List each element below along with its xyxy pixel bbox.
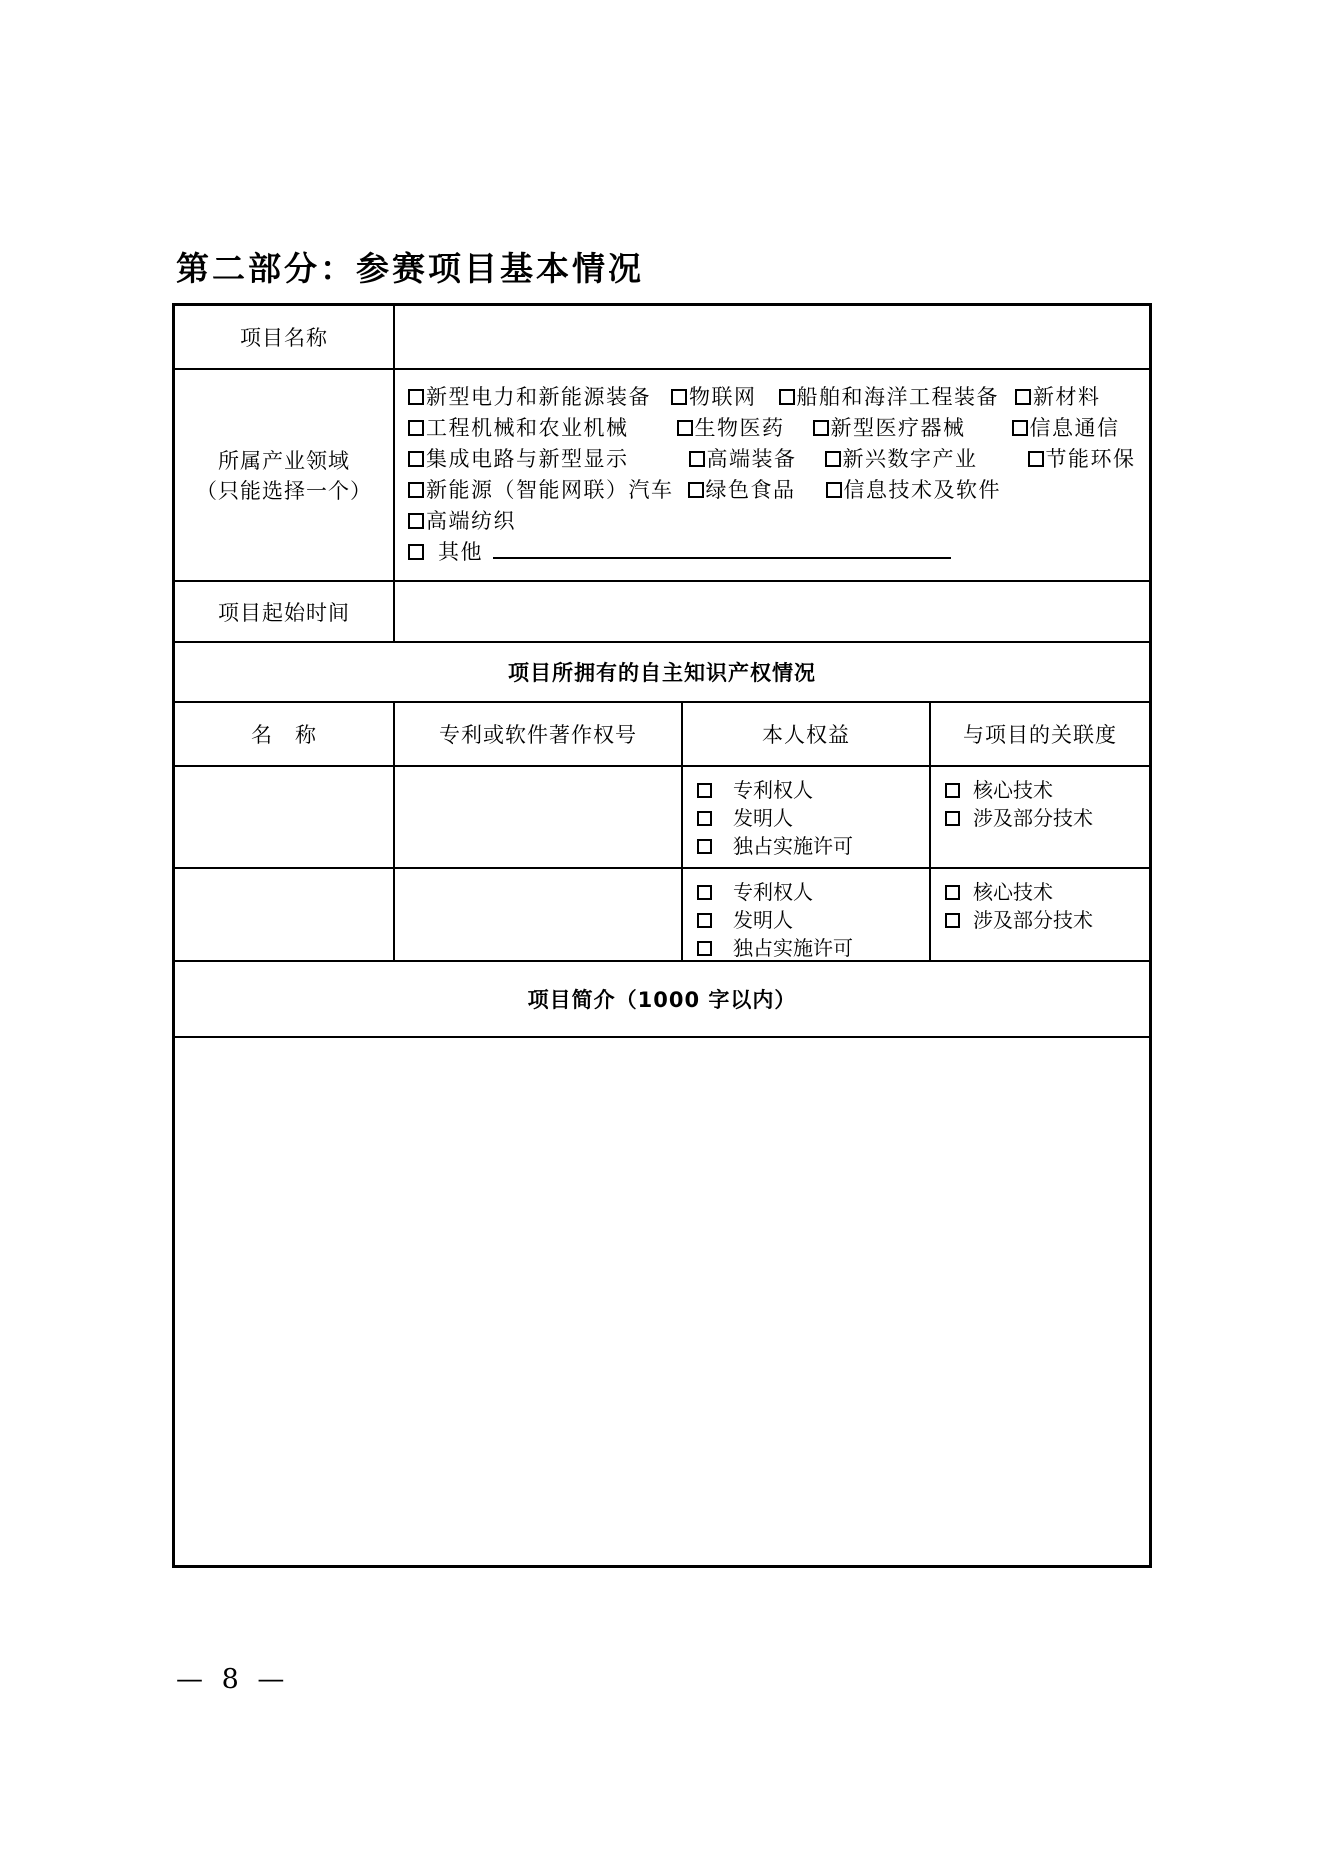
checkbox-icon[interactable] xyxy=(1012,420,1028,436)
section-title: 第二部分：参赛项目基本情况 xyxy=(176,249,644,288)
rights-option[interactable]: 发明人 xyxy=(697,906,929,934)
industry-option[interactable]: 船舶和海洋工程装备 xyxy=(779,382,1000,413)
checkbox-icon[interactable] xyxy=(945,811,960,826)
checkbox-icon[interactable] xyxy=(779,389,795,405)
start-time-input[interactable] xyxy=(393,582,1149,641)
checkbox-icon[interactable] xyxy=(697,783,712,798)
summary-input-row xyxy=(175,1036,1149,1565)
page-number: — 8 — xyxy=(176,1664,290,1695)
ipr-header-row xyxy=(175,701,1149,765)
relevance-option[interactable]: 核心技术 xyxy=(945,878,1149,906)
industry-option[interactable]: 新能源（智能网联）汽车 xyxy=(408,475,674,506)
ipr-row2-name-input[interactable] xyxy=(175,869,393,960)
checkbox-icon[interactable] xyxy=(408,482,424,498)
checkbox-icon[interactable] xyxy=(671,389,687,405)
industry-label-line2: （只能选择一个） xyxy=(196,479,372,503)
industry-option[interactable]: 信息技术及软件 xyxy=(826,475,1002,506)
summary-input-area[interactable] xyxy=(175,1038,1149,1565)
checkbox-icon[interactable] xyxy=(408,389,424,405)
ipr-entry-row xyxy=(175,765,1149,867)
ipr-section-row xyxy=(175,641,1149,701)
checkbox-icon[interactable] xyxy=(689,451,705,467)
rights-option[interactable]: 专利权人 xyxy=(697,776,929,804)
summary-title: 项目简介（1000 字以内） xyxy=(527,988,797,1012)
ipr-row1-rights-options xyxy=(681,767,929,867)
relevance-option[interactable]: 涉及部分技术 xyxy=(945,906,1149,934)
ipr-row2-relevance-options xyxy=(929,869,1149,960)
checkbox-icon[interactable] xyxy=(697,913,712,928)
rights-option[interactable]: 发明人 xyxy=(697,804,929,832)
ipr-row1-relevance-options xyxy=(929,767,1149,867)
industry-option[interactable]: 高端装备 xyxy=(689,444,797,475)
industry-options-cell xyxy=(393,370,1149,580)
start-time-row xyxy=(175,580,1149,641)
rights-option[interactable]: 独占实施许可 xyxy=(697,832,929,860)
start-time-label: 项目起始时间 xyxy=(218,600,350,625)
industry-option[interactable]: 集成电路与新型显示 xyxy=(408,444,629,475)
checkbox-icon[interactable] xyxy=(813,420,829,436)
industry-option[interactable]: 新型电力和新能源装备 xyxy=(408,382,651,413)
industry-option-line xyxy=(408,382,1143,413)
industry-option[interactable]: 生物医药 xyxy=(677,413,785,444)
col-header-rights: 本人权益 xyxy=(681,703,929,765)
industry-option[interactable]: 新材料 xyxy=(1015,382,1101,413)
industry-option[interactable]: 高端纺织 xyxy=(408,506,516,537)
industry-option-line xyxy=(408,444,1143,475)
project-name-row xyxy=(175,306,1149,368)
ipr-row1-name-input[interactable] xyxy=(175,767,393,867)
col-header-relevance: 与项目的关联度 xyxy=(929,703,1149,765)
industry-option[interactable]: 新型医疗器械 xyxy=(813,413,966,444)
checkbox-icon[interactable] xyxy=(408,420,424,436)
checkbox-icon[interactable] xyxy=(826,482,842,498)
industry-option[interactable]: 其他 xyxy=(408,537,483,568)
col-header-name: 名 称 xyxy=(251,723,317,747)
industry-option-line xyxy=(408,413,1143,444)
ipr-row2-patent-input[interactable] xyxy=(393,869,681,960)
industry-label-line1: 所属产业领域 xyxy=(218,449,350,473)
ipr-entry-row xyxy=(175,867,1149,960)
checkbox-icon[interactable] xyxy=(408,544,424,560)
industry-other-input[interactable] xyxy=(493,537,951,559)
industry-option[interactable]: 绿色食品 xyxy=(688,475,796,506)
checkbox-icon[interactable] xyxy=(945,913,960,928)
checkbox-icon[interactable] xyxy=(408,451,424,467)
industry-label xyxy=(175,370,393,580)
checkbox-icon[interactable] xyxy=(677,420,693,436)
industry-option[interactable]: 物联网 xyxy=(671,382,757,413)
checkbox-icon[interactable] xyxy=(1015,389,1031,405)
checkbox-icon[interactable] xyxy=(688,482,704,498)
industry-option-line xyxy=(408,506,1143,537)
checkbox-icon[interactable] xyxy=(697,885,712,900)
rights-option[interactable]: 专利权人 xyxy=(697,878,929,906)
summary-title-row xyxy=(175,960,1149,1036)
relevance-option[interactable]: 涉及部分技术 xyxy=(945,804,1149,832)
checkbox-icon[interactable] xyxy=(697,941,712,956)
project-name-input[interactable] xyxy=(393,306,1149,368)
checkbox-icon[interactable] xyxy=(697,839,712,854)
checkbox-icon[interactable] xyxy=(697,811,712,826)
industry-option[interactable]: 工程机械和农业机械 xyxy=(408,413,629,444)
industry-option-line xyxy=(408,475,1143,506)
relevance-option[interactable]: 核心技术 xyxy=(945,776,1149,804)
industry-option[interactable]: 新兴数字产业 xyxy=(825,444,978,475)
checkbox-icon[interactable] xyxy=(825,451,841,467)
rights-option[interactable]: 独占实施许可 xyxy=(697,934,929,962)
industry-option-other xyxy=(408,537,1143,568)
checkbox-icon[interactable] xyxy=(945,783,960,798)
project-name-label: 项目名称 xyxy=(240,326,328,350)
checkbox-icon[interactable] xyxy=(408,513,424,529)
ipr-row2-rights-options xyxy=(681,869,929,960)
industry-option[interactable]: 节能环保 xyxy=(1028,444,1136,475)
industry-option[interactable]: 信息通信 xyxy=(1012,413,1120,444)
checkbox-icon[interactable] xyxy=(1028,451,1044,467)
ipr-row1-patent-input[interactable] xyxy=(393,767,681,867)
industry-row xyxy=(175,368,1149,580)
project-info-table xyxy=(172,303,1152,1568)
col-header-patent-no: 专利或软件著作权号 xyxy=(393,703,681,765)
checkbox-icon[interactable] xyxy=(945,885,960,900)
ipr-section-title: 项目所拥有的自主知识产权情况 xyxy=(508,661,816,685)
